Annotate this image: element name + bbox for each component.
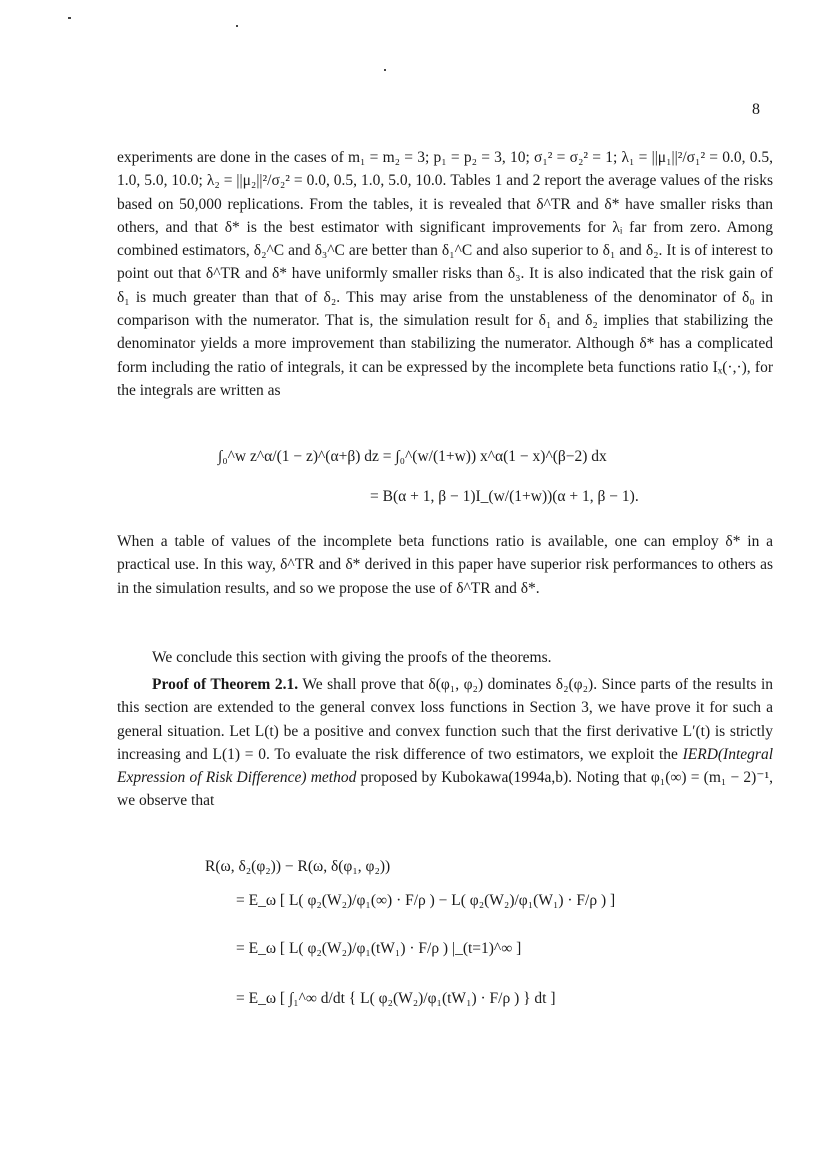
proof-text-part2: proposed by Kubokawa(1994a,b). Noting that φ₁(∞) = (m₁ − 2)⁻¹, we observe that bbox=[117, 769, 773, 810]
paragraph-proof-theorem bbox=[117, 673, 773, 813]
equation-risk-diff-line1: R(ω, δ₂(φ₂)) − R(ω, δ(φ₁, φ₂)) bbox=[205, 858, 391, 875]
scan-speck bbox=[236, 25, 238, 27]
page-number: 8 bbox=[752, 101, 760, 118]
paragraph-simulation bbox=[117, 146, 773, 402]
scan-speck bbox=[384, 69, 386, 71]
equation-risk-diff-line4: = E_ω [ ∫₁^∞ d/dt { L( φ₂(W₂)/φ₁(tW₁) · F/ρ ) } dt ] bbox=[236, 990, 556, 1007]
equation-risk-diff-line2: = E_ω [ L( φ₂(W₂)/φ₁(∞) · F/ρ ) − L( φ₂(W₂)/φ₁(W₁) · F/ρ ) ] bbox=[236, 892, 616, 909]
proof-theorem-text bbox=[117, 673, 773, 813]
equation-risk-diff-line3: = E_ω [ L( φ₂(W₂)/φ₁(tW₁) · F/ρ ) |_(t=1)^∞ ] bbox=[236, 940, 522, 957]
ierd-method-name: IERD(Integral Expression of Risk Difference) method bbox=[117, 745, 773, 787]
scan-speck bbox=[68, 17, 71, 19]
paragraph-proofs-intro bbox=[117, 646, 773, 669]
paragraph-conclusion-text: When a table of values of the incomplete beta functions ratio is available, one can employ δ* in a practical use. In this way, δ^TR and δ* derived in this paper have superior risk performances to others as in the simulation results, and so we propose the use of δ^TR and δ*. bbox=[117, 533, 773, 597]
paragraph-conclusion-simulation bbox=[117, 530, 773, 600]
equation-beta-integral-line2: = B(α + 1, β − 1)I_(w/(1+w))(α + 1, β − 1). bbox=[370, 488, 639, 505]
equation-beta-integral-line1: ∫₀^w z^α/(1 − z)^(α+β) dz = ∫₀^(w/(1+w)) x^α(1 − x)^(β−2) dx bbox=[218, 448, 607, 465]
proofs-intro-text: We conclude this section with giving the proofs of the theorems. bbox=[152, 649, 552, 666]
proof-text-part1: We shall prove that δ(φ₁, φ₂) dominates δ₂(φ₂). Since parts of the results in this section are extended to the general convex loss functions in Section 3, we have prove it for such a general situation. Let L(t) be a positive and convex function such that the first derivative L′(t) is strictly increasing and L(1) = 0. To evaluate the risk difference of two estimators, we exploit the bbox=[117, 676, 773, 763]
paragraph-simulation-text: experiments are done in the cases of m₁ = m₂ = 3; p₁ = p₂ = 3, 10; σ₁² = σ₂² = 1; λ₁ = ||μ₁||²/σ₁² = 0.0, 0.5, 1.0, 5.0, 10.0; λ₂ = ||μ₂||²/σ₂² = 0.0, 0.5, 1.0, 5.0, 10.0. Tables 1 and 2 report the average values of the risks based on 50,000 replications. From the tables, it is revealed that δ^TR and δ* have smaller risks than others, and that δ* is the best estimator with significant improvements for λᵢ far from zero. Among combined estimators, δ₂^C and δ₃^C are better than δ₁^C and also superior to δ₁ and δ₂. It is of interest to point out that δ^TR and δ* have uniformly smaller risks than δ₃. It is also indicated that the risk gain of δ₁ is much greater than that of δ₂. This may arise from the unstableness of the denominator of δ₀ in comparison with the numerator. That is, the simulation result for δ₁ and δ₂ implies that stabilizing the denominator yields a more improvement than stabilizing the numerator. Although δ* has a complicated form including the ratio of integrals, it can be expressed by the incomplete beta functions ratio Iₓ(·,·), for the integrals are written as bbox=[117, 149, 773, 399]
proof-heading: Proof of Theorem 2.1. bbox=[152, 676, 299, 693]
